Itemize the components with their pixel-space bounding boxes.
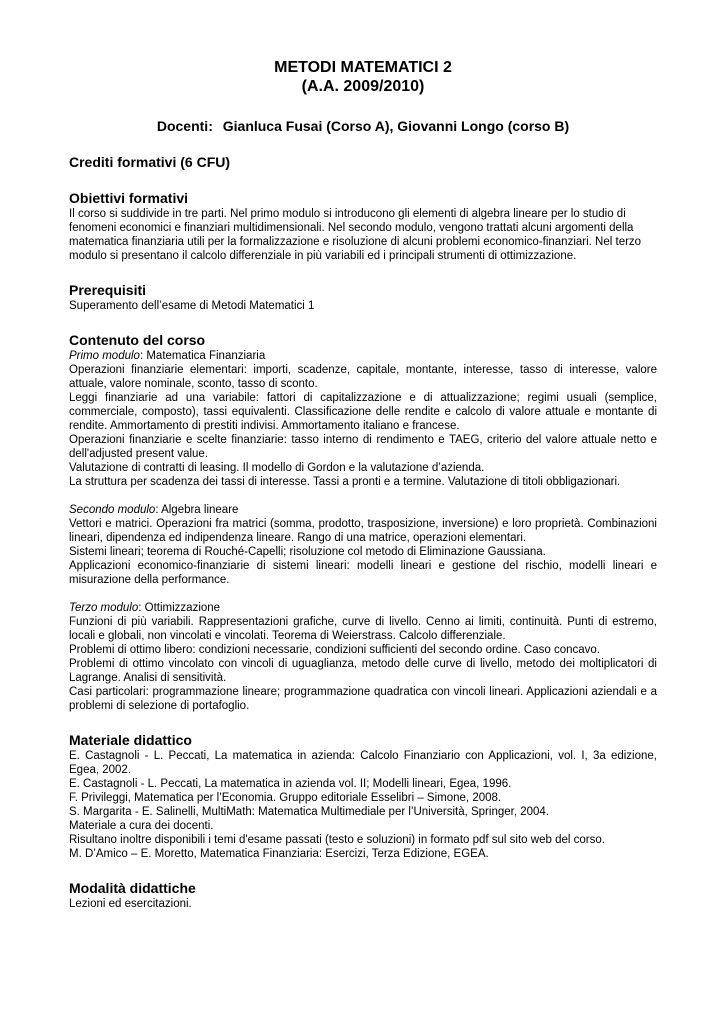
modulo-1-line: Operazioni finanziarie e scelte finanziarie: tasso interno di rendimento e TAEG, criterio del valore attuale netto e dell'adjusted present value. [69, 434, 657, 460]
materiale-line: S. Margarita - E. Salinelli, MultiMath: Matematica Multimediale per l’Università, Springer, 2004. [69, 806, 549, 818]
materiale-line: M. D’Amico – E. Moretto, Matematica Finanziaria: Esercizi, Terza Edizione, EGEA. [69, 848, 489, 860]
modalita-heading: Modalità didattiche [69, 880, 196, 896]
docenti-line [69, 118, 657, 135]
modulo-1-title-line [69, 349, 657, 363]
docenti-names: Gianluca Fusai (Corso A), Giovanni Longo (corso B) [222, 118, 570, 134]
section-modalita [69, 880, 657, 911]
prerequisiti-text: Superamento dell’esame di Metodi Matematici 1 [69, 300, 315, 312]
modulo-1-line: Valutazione di contratti di leasing. Il modello di Gordon e la valutazione d’azienda. [69, 462, 485, 474]
modulo-3-title-line [69, 601, 657, 615]
modulo-3-line: Funzioni di più variabili. Rappresentazioni grafiche, curve di livello. Cenno ai limiti, continuità. Punti di estremo, locali e globali, non vincolati e vincolati. Teorema di Weierstrass. Calcolo differenziale. [69, 616, 657, 642]
contenuto-heading: Contenuto del corso [69, 332, 206, 348]
docenti-label: Docenti: [156, 118, 213, 134]
title-line-2: (A.A. 2009/2010) [301, 78, 425, 95]
modalita-text: Lezioni ed esercitazioni. [69, 898, 192, 910]
modulo-3-line: Problemi di ottimo vincolato con vincoli di uguaglianza, metodo delle curve di livello, metodo dei moltiplicatori di Lagrange. Analisi di sensitività. [69, 658, 657, 684]
modulo-2-line: Vettori e matrici. Operazioni fra matrici (somma, prodotto, trasposizione, inversione) e loro proprietà. Combinazioni lineari, dipendenza ed indipendenza lineare. Rango di una matrice, operazioni elementari. [69, 518, 657, 544]
document-title [69, 58, 657, 96]
crediti-heading: Crediti formativi (6 CFU) [69, 154, 231, 170]
section-prerequisiti [69, 282, 657, 313]
modulo-1 [69, 349, 657, 489]
section-contenuto [69, 332, 657, 713]
modulo-2-title-line [69, 503, 657, 517]
modulo-2 [69, 503, 657, 587]
modulo-2-line: Sistemi lineari; teorema di Rouché-Capelli; risoluzione col metodo di Eliminazione Gaussiana. [69, 546, 546, 558]
modulo-2-label: Secondo modulo [69, 504, 156, 516]
materiale-heading: Materiale didattico [69, 732, 192, 748]
modulo-1-line: La struttura per scadenza dei tassi di interesse. Tassi a pronti e a termine. Valutazione di titoli obbligazionari. [69, 476, 621, 488]
document-page [69, 58, 657, 911]
modulo-3-line: Problemi di ottimo libero: condizioni necessarie, condizioni sufficienti del secondo ordine. Caso concavo. [69, 644, 600, 656]
modulo-2-title: : Algebra lineare [155, 504, 239, 516]
modulo-3 [69, 601, 657, 713]
materiale-line: E. Castagnoli - L. Peccati, La matematica in azienda vol. II; Modelli lineari, Egea, 1996. [69, 778, 512, 790]
title-line-1: METODI MATEMATICI 2 [274, 59, 452, 76]
materiale-line: E. Castagnoli - L. Peccati, La matematica in azienda: Calcolo Finanziario con Applicazioni, vol. I, 3a edizione, Egea, 2002. [69, 750, 657, 776]
modulo-2-line: Applicazioni economico-finanziarie di sistemi lineari: modelli lineari e gestione del rischio, modelli lineari e misurazione della performance. [69, 560, 657, 586]
modulo-1-title: : Matematica Finanziaria [139, 350, 266, 362]
modulo-1-line: Leggi finanziarie ad una variabile: fattori di capitalizzazione e di attualizzazione; regimi usuali (semplice, commerciale, composto), tassi equivalenti. Classificazione delle rendite e calcolo di valore attuale e montante di rendite. Ammortamento di prestiti indivisi. Ammortamento italiano e francese. [69, 392, 657, 432]
materiale-line: Risultano inoltre disponibili i temi d'esame passati (testo e soluzioni) in formato pdf sul sito web del corso. [69, 834, 605, 846]
modulo-3-title: : Ottimizzazione [138, 602, 221, 614]
modulo-1-label: Primo modulo [69, 350, 140, 362]
materiale-line: F. Privileggi, Matematica per l’Economia. Gruppo editoriale Esselibri – Simone, 2008. [69, 792, 502, 804]
modulo-3-label: Terzo modulo [69, 602, 139, 614]
prerequisiti-heading: Prerequisiti [69, 282, 147, 298]
modulo-3-line: Casi particolari: programmazione lineare; programmazione quadratica con vincoli lineari. Applicazioni aziendali e a problemi di selezione di portafoglio. [69, 686, 657, 712]
section-materiale [69, 732, 657, 861]
modulo-1-line: Operazioni finanziarie elementari: importi, scadenze, capitale, montante, interesse, tasso di interesse, valore attuale, valore nominale, sconto, tasso di sconto. [69, 364, 657, 390]
obiettivi-text: Il corso si suddivide in tre parti. Nel primo modulo si introducono gli elementi di algebra lineare per lo studio di fenomeni economici e finanziari multidimensionali. Nel secondo modulo, vengono trattati alcuni argomenti della matematica finanziaria utili per la formalizzazione e risoluzione di alcuni problemi economico-finanziari. Nel terzo modulo si presentano il calcolo differenziale in più variabili ed i principali strumenti di ottimizzazione. [69, 208, 642, 262]
obiettivi-heading: Obiettivi formativi [69, 190, 189, 206]
section-obiettivi [69, 190, 657, 263]
materiale-line: Materiale a cura dei docenti. [69, 820, 214, 832]
